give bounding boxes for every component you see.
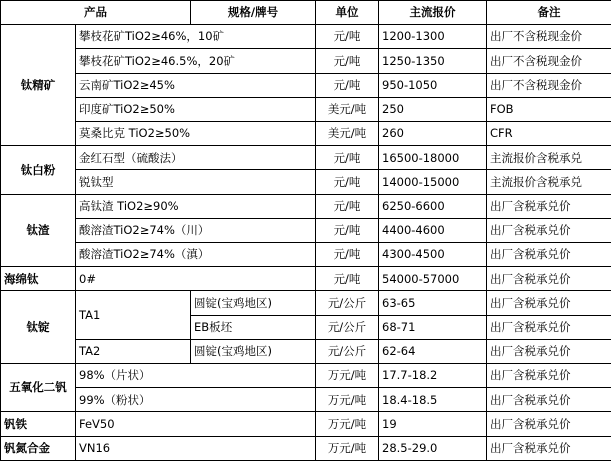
unit-cell: 元/吨 [316, 194, 379, 218]
category-vanadium-pentoxide: 五氧化二钒 [1, 364, 76, 412]
remark-cell: 主流报价含税承兑 [487, 146, 611, 170]
price-cell: 4400-4600 [379, 218, 487, 242]
remark-cell: 出厂含税承兑价 [487, 194, 611, 218]
spec-cell: FeV50 [76, 412, 316, 436]
category-titanium-slag: 钛渣 [1, 194, 76, 267]
unit-cell: 元/吨 [316, 267, 379, 291]
table-row [1, 73, 611, 97]
unit-cell: 元/吨 [316, 243, 379, 267]
spec-cell: EB板坯 [191, 315, 316, 339]
table-row [1, 267, 611, 291]
table-row [1, 339, 611, 363]
price-cell: 4300-4500 [379, 243, 487, 267]
remark-cell: 出厂含税承兑价 [487, 412, 611, 436]
remark-cell: 出厂含税承兑价 [487, 339, 611, 363]
spec-cell: 99%（粉状） [76, 388, 316, 412]
spec-cell: 金红石型（硫酸法） [76, 146, 316, 170]
unit-cell: 元/吨 [316, 73, 379, 97]
remark-cell: 出厂含税承兑价 [487, 436, 611, 460]
table-row [1, 97, 611, 121]
spec-cell: 高钛渣 TiO2≥90% [76, 194, 316, 218]
remark-cell: 出厂不含税现金价 [487, 73, 611, 97]
price-cell: 260 [379, 122, 487, 146]
price-cell: 54000-57000 [379, 267, 487, 291]
spec-cell: 莫桑比克 TiO2≥50% [76, 122, 316, 146]
remark-cell: FOB [487, 97, 611, 121]
remark-cell: 主流报价含税承兑 [487, 170, 611, 194]
spec-cell: 酸溶渣TiO2≥74%（川） [76, 218, 316, 242]
table-row [1, 194, 611, 218]
table-row [1, 49, 611, 73]
spec-cell: 攀枝花矿TiO2≥46%，10矿 [76, 25, 316, 49]
table-row [1, 388, 611, 412]
table-row [1, 291, 611, 315]
header-product: 产品 [1, 1, 191, 25]
price-cell: 16500-18000 [379, 146, 487, 170]
spec-cell: 圆锭(宝鸡地区) [191, 339, 316, 363]
table-row [1, 243, 611, 267]
spec-cell: 云南矿TiO2≥45% [76, 73, 316, 97]
price-cell: 950-1050 [379, 73, 487, 97]
spec-cell: VN16 [76, 436, 316, 460]
spec-cell: 锐钛型 [76, 170, 316, 194]
unit-cell: 美元/吨 [316, 97, 379, 121]
category-ferrovanadium: 钒铁 [1, 412, 76, 436]
table-row [1, 146, 611, 170]
header-remark: 备注 [487, 1, 611, 25]
unit-cell: 元/吨 [316, 170, 379, 194]
remark-cell: 出厂含税承兑价 [487, 364, 611, 388]
header-price: 主流报价 [379, 1, 487, 25]
table-row [1, 412, 611, 436]
price-cell: 1200-1300 [379, 25, 487, 49]
remark-cell: 出厂含税承兑价 [487, 315, 611, 339]
unit-cell: 元/吨 [316, 146, 379, 170]
grade-cell: TA1 [76, 291, 191, 339]
price-cell: 63-65 [379, 291, 487, 315]
remark-cell: 出厂含税承兑价 [487, 267, 611, 291]
remark-cell: 出厂不含税现金价 [487, 25, 611, 49]
table-row [1, 122, 611, 146]
spec-cell: 印度矿TiO2≥50% [76, 97, 316, 121]
remark-cell: 出厂含税承兑价 [487, 388, 611, 412]
unit-cell: 万元/吨 [316, 412, 379, 436]
price-cell: 18.4-18.5 [379, 388, 487, 412]
price-cell: 17.7-18.2 [379, 364, 487, 388]
unit-cell: 元/公斤 [316, 315, 379, 339]
category-titanium-sponge: 海绵钛 [1, 267, 76, 291]
category-vanadium-nitrogen-alloy: 钒氮合金 [1, 436, 76, 460]
remark-cell: 出厂不含税现金价 [487, 49, 611, 73]
price-cell: 68-71 [379, 315, 487, 339]
header-unit: 单位 [316, 1, 379, 25]
table-header-row [1, 1, 611, 25]
price-cell: 6250-6600 [379, 194, 487, 218]
grade-cell: TA2 [76, 339, 191, 363]
category-titanium-concentrate: 钛精矿 [1, 25, 76, 146]
table-row [1, 364, 611, 388]
unit-cell: 万元/吨 [316, 436, 379, 460]
remark-cell: 出厂含税承兑价 [487, 218, 611, 242]
table-row [1, 25, 611, 49]
unit-cell: 元/公斤 [316, 291, 379, 315]
spec-cell: 攀枝花矿TiO2≥46.5%，20矿 [76, 49, 316, 73]
table-row [1, 170, 611, 194]
table-row [1, 436, 611, 460]
price-cell: 250 [379, 97, 487, 121]
unit-cell: 万元/吨 [316, 388, 379, 412]
unit-cell: 元/吨 [316, 218, 379, 242]
remark-cell: 出厂含税承兑价 [487, 291, 611, 315]
price-cell: 19 [379, 412, 487, 436]
spec-cell: 圆锭(宝鸡地区) [191, 291, 316, 315]
spec-cell: 酸溶渣TiO2≥74%（滇） [76, 243, 316, 267]
category-titanium-ingot: 钛锭 [1, 291, 76, 364]
unit-cell: 元/吨 [316, 49, 379, 73]
unit-cell: 元/公斤 [316, 339, 379, 363]
spec-cell: 98%（片状） [76, 364, 316, 388]
price-cell: 1250-1350 [379, 49, 487, 73]
unit-cell: 元/吨 [316, 25, 379, 49]
remark-cell: CFR [487, 122, 611, 146]
table-row [1, 218, 611, 242]
unit-cell: 美元/吨 [316, 122, 379, 146]
price-cell: 62-64 [379, 339, 487, 363]
header-spec: 规格/牌号 [191, 1, 316, 25]
price-cell: 14000-15000 [379, 170, 487, 194]
unit-cell: 万元/吨 [316, 364, 379, 388]
spec-cell: 0# [76, 267, 316, 291]
category-titanium-dioxide: 钛白粉 [1, 146, 76, 194]
price-cell: 28.5-29.0 [379, 436, 487, 460]
remark-cell: 出厂含税承兑价 [487, 243, 611, 267]
